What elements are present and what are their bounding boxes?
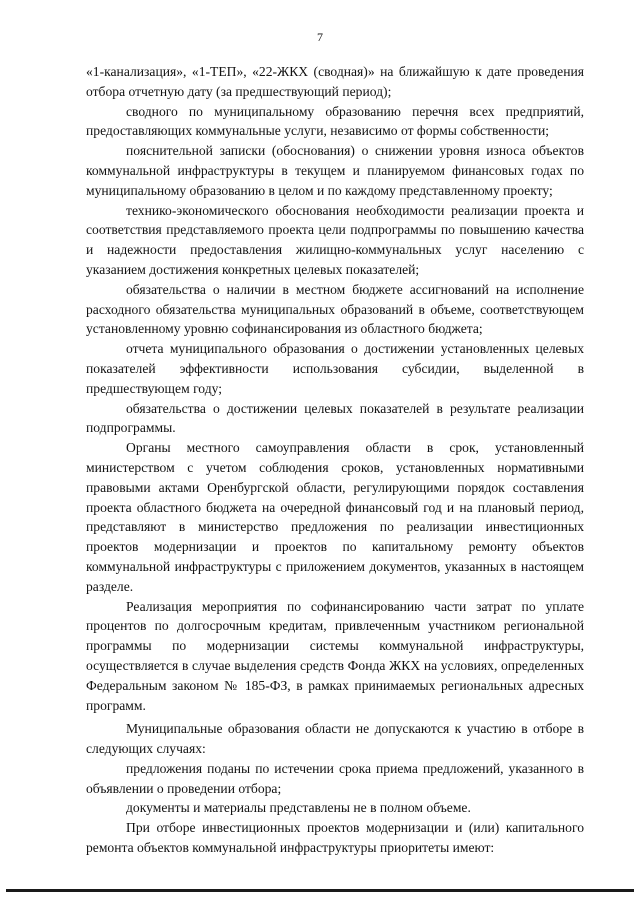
paragraph-interest-cofinancing: Реализация мероприятия по софинансированию части затрат по уплате процентов по долгосрочным кредитам, привлеченным участником региональной программы по модернизации системы коммунальной инфраструктуры, осуществляется в случае выделения средств Фонда ЖКХ на условиях, определенных Федеральным законом № 185-ФЗ, в рамках принимаемых региональных адресных программ. [86, 598, 584, 713]
paragraph-reporting-forms: «1-канализация», «1-ТЕП», «22-ЖКХ (сводная)» на ближайшую к дате проведения отбора отчетную дату (за предшествующий период); [86, 64, 584, 99]
page-bottom-rule [6, 889, 634, 892]
paragraph-budget-obligation: обязательства о наличии в местном бюджете ассигнований на исполнение расходного обязательства муниципальных образований в объеме, соответствующем установленному уровню софинансирования из областного бюджета; [86, 281, 584, 337]
page-number: 7 [317, 30, 323, 44]
paragraph-target-obligation: обязательства о достижении целевых показателей в результате реализации подпрограммы. [86, 400, 584, 436]
paragraph-local-government: Органы местного самоуправления области в срок, установленный министерством с учетом соблюдения сроков, установленных нормативными правовыми актами Оренбургской области, регулирующими порядок составления проекта областного бюджета на очередной финансовый год и на плановый период, представляют в министерство предложения по реализации инвестиционных проектов модернизации и проектов по капитальному ремонту объектов коммунальной инфраструктуры с приложением документов, указанных в настоящем разделе. [86, 440, 584, 594]
paragraph-enterprise-list: сводного по муниципальному образованию перечня всех предприятий, предоставляющих коммунальные услуги, независимо от формы собственности; [86, 103, 584, 139]
paragraph-incomplete-documents: документы и материалы представлены не в полном объеме. [126, 800, 471, 816]
paragraph-explanatory-note: пояснительной записки (обоснования) о снижении уровня износа объектов коммунальной инфраструктуры в текущем и планируемом финансовых годах по муниципальному образованию в целом и по каждому представленному проекту; [86, 143, 584, 198]
document-body [86, 62, 584, 858]
paragraph-selection-priorities: При отборе инвестиционных проектов модернизации и (или) капитального ремонта объектов коммунальной инфраструктуры приоритеты имеют: [86, 820, 584, 856]
paragraph-late-submission: предложения поданы по истечении срока приема предложений, указанного в объявлении о проведении отбора; [86, 760, 584, 796]
paragraph-exclusion-cases: Муниципальные образования области не допускаются к участию в отборе в следующих случаях: [86, 721, 584, 757]
paragraph-municipal-report: отчета муниципального образования о достижении установленных целевых показателей эффективности использования субсидии, выделенной в предшествующем году; [86, 341, 584, 396]
paragraph-feasibility-study: технико-экономического обоснования необходимости реализации проекта и соответствия представляемого проекта цели подпрограммы по повышению качества и надежности предоставления жилищно-коммунальных услуг населению с указанием достижения конкретных целевых показателей; [86, 202, 584, 277]
